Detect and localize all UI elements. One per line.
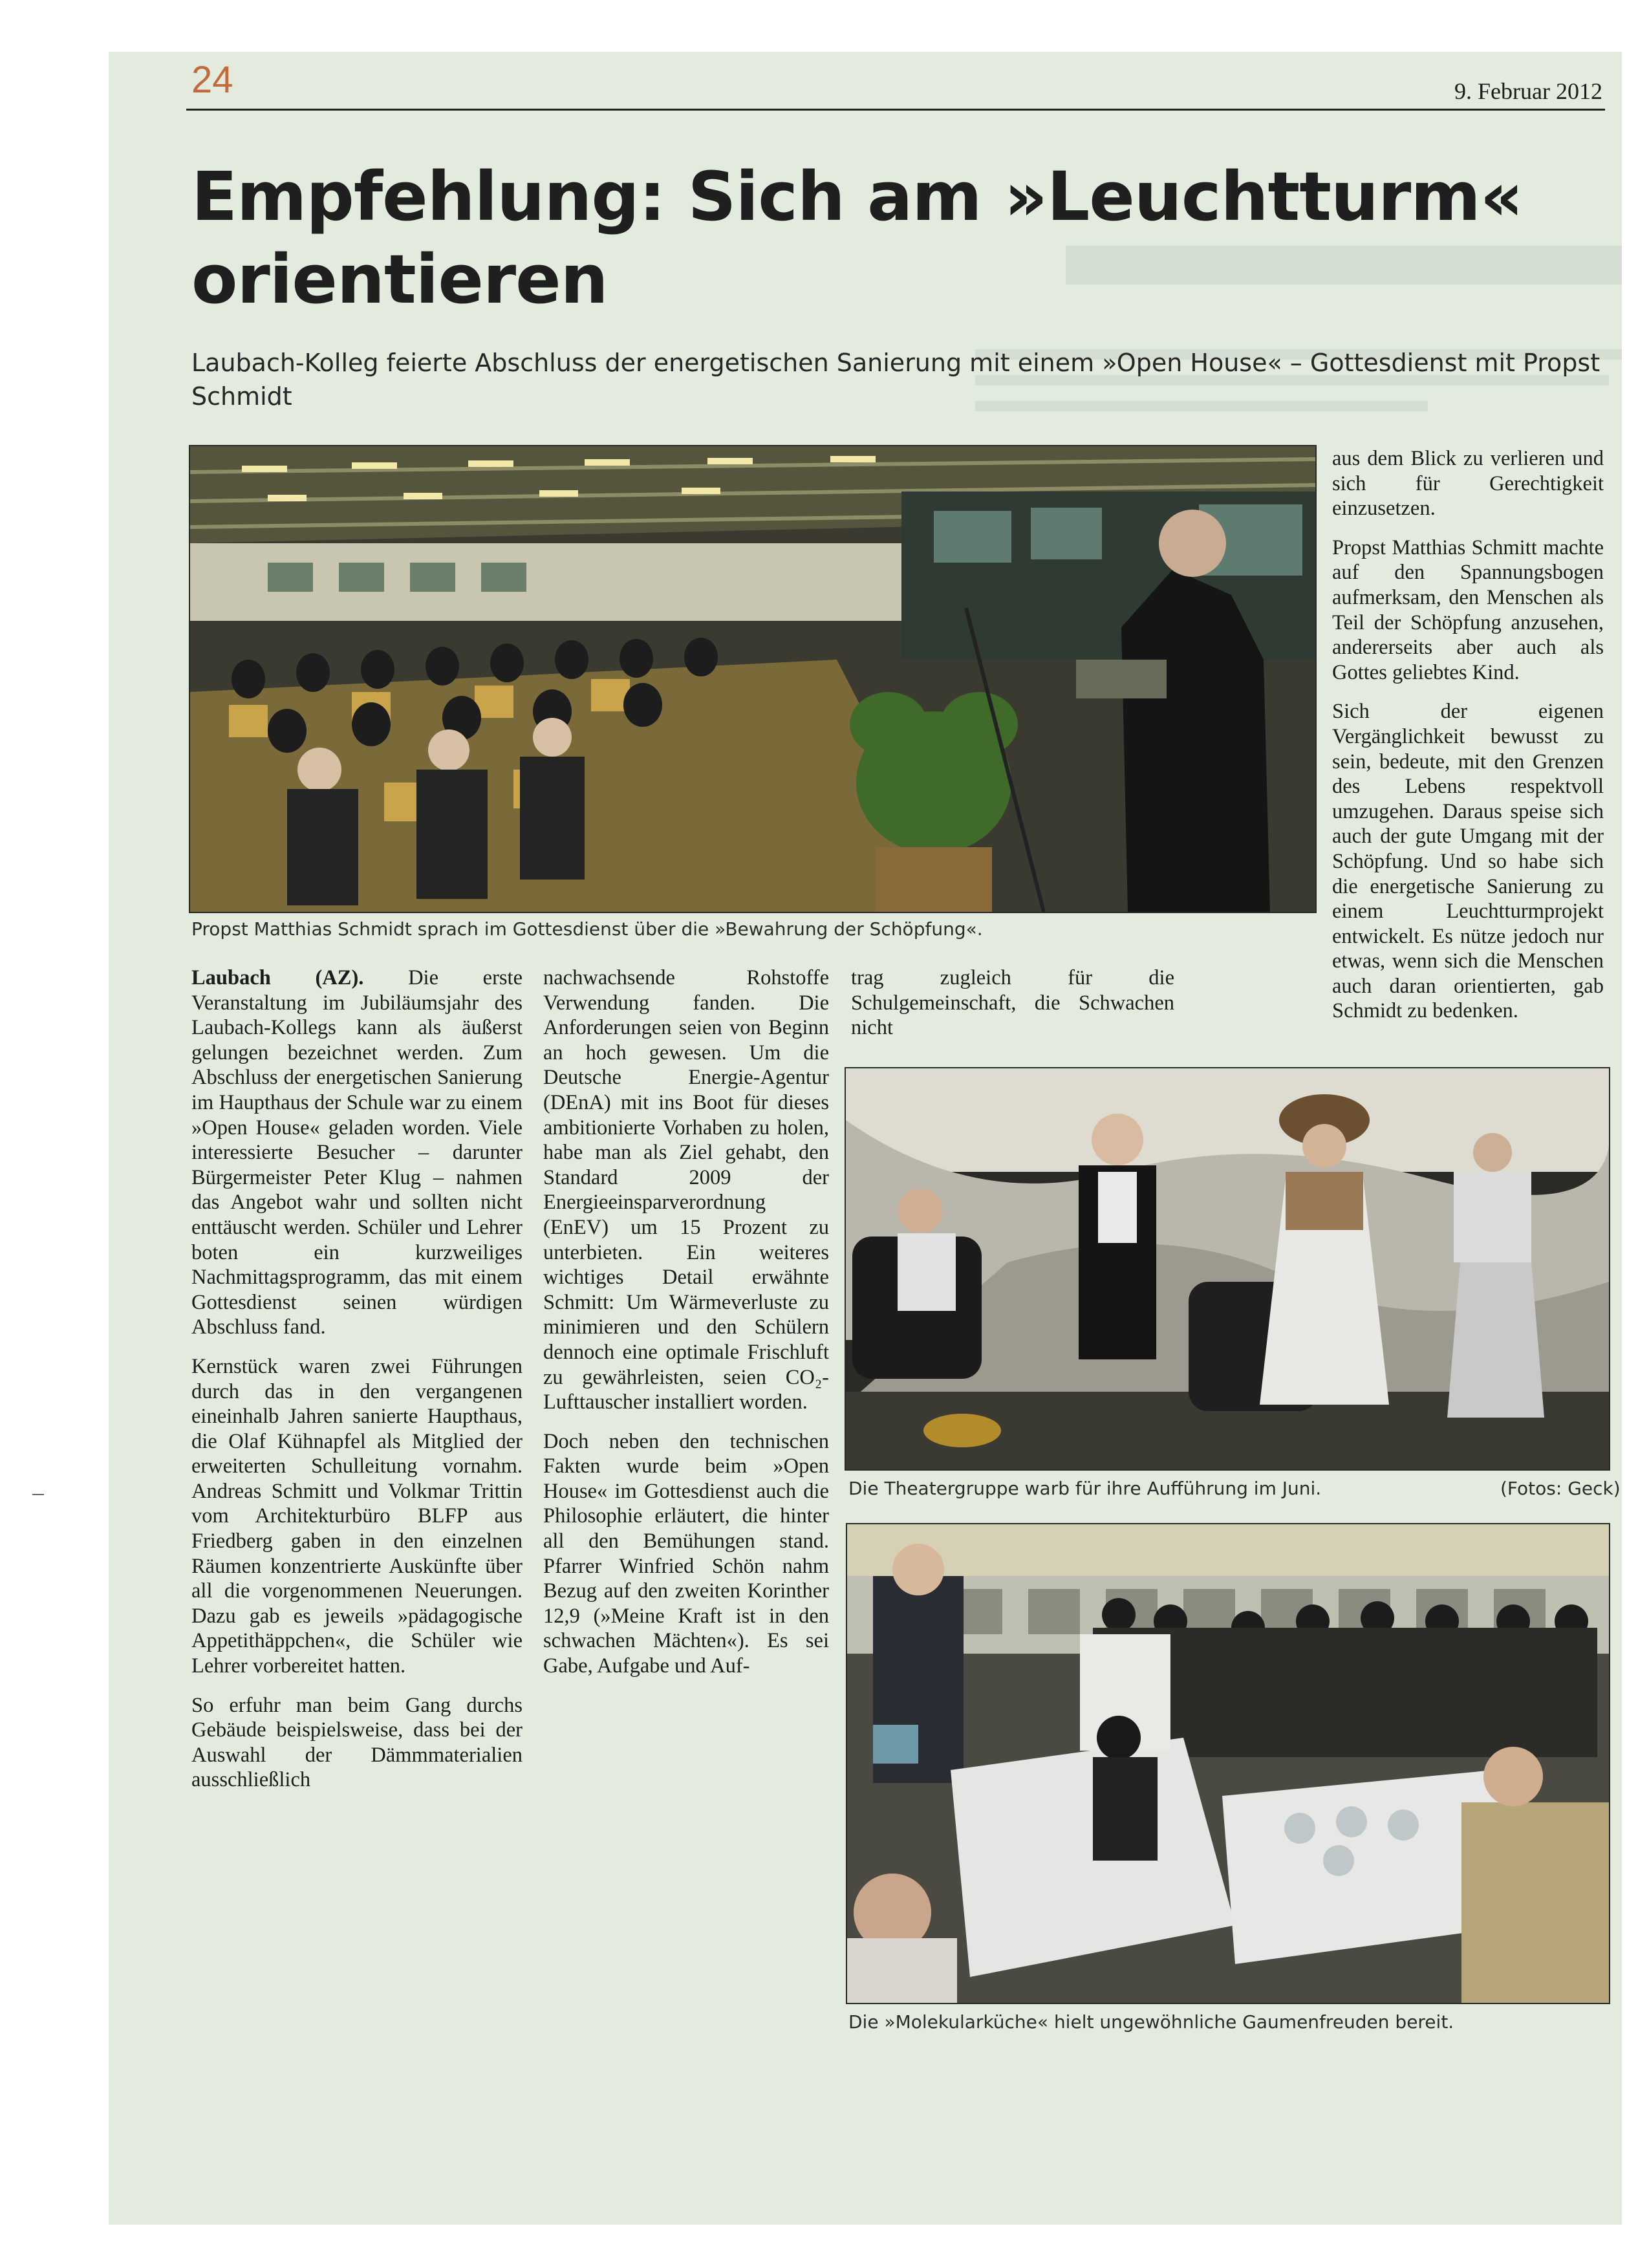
header-rule (186, 109, 1605, 111)
issue-date: 9. Februar 2012 (1454, 78, 1602, 104)
col1-para1-text: Die erste Veranstaltung im Jubiläumsjahr des Laubach-Kollegs kann als äußerst gelungen bezeichnet werden. Zum Abschluss der energetischen Sanierung im Haupthaus der Schule war zu einem »Open House« geladen worden. Viele interessierte Besucher – darunter Bürgermeister Peter Klug – nahmen das Angebot wahr und sollten nicht enttäuscht werden. Schüler und Lehrer boten ein kurzweiliges Nachmittagsprogramm, das mit einem Gottesdienst seinen würdigen Abschluss fand. (191, 966, 523, 1339)
margin-mark (32, 1494, 44, 1495)
page-number: 24 (191, 59, 233, 101)
hall-photo-image (190, 446, 1315, 912)
col1-para2: Kernstück waren zwei Führungen durch das in den vergangenen eineinhalb Jahren sanierte Haupthaus, die Olaf Kühnapfel als Mitglied der erweiterten Schulleitung vornahm. Andreas Schmitt und Volkmar Trittin vom Architekturbüro BLFP aus Friedberg gaben in den einzelnen Räumen konzentrierte Auskünfte über all die vorgenommenen Neuerungen. Dazu gab es jeweils »pädagogische Appetithäppchen«, die Schüler wie Lehrer vorbereitet hatten. (191, 1354, 523, 1678)
col2-para2: Doch neben den technischen Fakten wurde beim »Open House« im Gottesdienst auch die Philosophie erläutert, die hinter all den Bemühungen stand. Pfarrer Winfried Schön nahm Bezug auf den zweiten Korinther 12,9 (»Meine Kraft ist in den schwachen Mächten«). Es sei Gabe, Aufgabe und Auf- (543, 1429, 829, 1678)
col1-para1 (191, 966, 523, 1340)
col4-para3: Sich der eigenen Vergänglichkeit bewusst zu sein, bedeute, mit den Grenzen des Lebens respektvoll umzugehen. Daraus speise sich auch der gute Umgang mit der Schöpfung. Und so habe sich die energetische Sanierung zu einem Leuchtturmprojekt entwickelt. Es nütze jedoch nur etwas, wenn sich die Menschen auch daran orientierten, gab Schmidt zu bedenken. (1332, 700, 1604, 1023)
newspaper-page (109, 52, 1622, 2225)
main-photo-caption: Propst Matthias Schmidt sprach im Gottesdienst über die »Bewahrung der Schöpfung«. (191, 918, 983, 940)
col1-para3: So erfuhr man beim Gang durchs Gebäude beispielsweise, dass bei der Auswahl der Dämmmaterialien ausschließlich (191, 1693, 523, 1792)
subheadline: Laubach-Kolleg feierte Abschluss der energetischen Sanierung mit einem »Open House« – Gottesdienst mit Propst Schmidt (191, 349, 1600, 411)
col4-para1: aus dem Blick zu verlieren und sich für Gerechtigkeit einzusetzen. (1332, 447, 1604, 521)
kitchen-photo (846, 1523, 1610, 2004)
photo-credit: (Fotos: Geck) (1500, 1478, 1621, 1499)
theater-photo-caption: Die Theatergruppe warb für ihre Aufführung im Juni. (848, 1478, 1322, 1499)
theater-photo-image (846, 1068, 1609, 1469)
column-2 (543, 966, 829, 1693)
kitchen-photo-image (847, 1524, 1609, 2003)
headline-line-2: orientieren (191, 240, 608, 319)
column-4 (1332, 446, 1604, 1038)
column-3 (851, 966, 1174, 1055)
headline (191, 155, 1601, 321)
col2-para1: nachwachsende Rohstoffe Verwendung fanden. Die Anforderungen seien von Beginn an hoch gewesen. Um die Deutsche Energie-Agentur (DEnA) mit ins Boot für dieses ambitionierte Vorhaben zu holen, habe man als Ziel gehabt, den Standard 2009 der Energieeinsparverordnung (EnEV) um 15 Prozent zu unterbieten. Ein weiteres wichtiges Detail erwähnte Schmitt: Um Wärmeverluste zu minimieren und den Schülern dennoch eine optimale Frischluft zu gewährleisten, seien CO₂-Lufttauscher installiert worden. (543, 966, 829, 1414)
col4-para2: Propst Matthias Schmitt machte auf den Spannungsbogen aufmerksam, den Menschen als Teil der Schöpfung anzusehen, andererseits aber auch als Gottes geliebtes Kind. (1332, 535, 1604, 684)
kitchen-photo-caption: Die »Molekularküche« hielt ungewöhnliche Gaumenfreuden bereit. (848, 2011, 1454, 2033)
theater-photo (845, 1067, 1610, 1471)
column-1 (191, 966, 523, 1807)
main-photo (189, 445, 1317, 913)
col3-para1: trag zugleich für die Schulgemeinschaft, die Schwachen nicht (851, 966, 1174, 1040)
dateline: Laubach (AZ). (191, 966, 364, 989)
headline-line-1: Empfehlung: Sich am »Leuchtturm« (191, 157, 1523, 236)
